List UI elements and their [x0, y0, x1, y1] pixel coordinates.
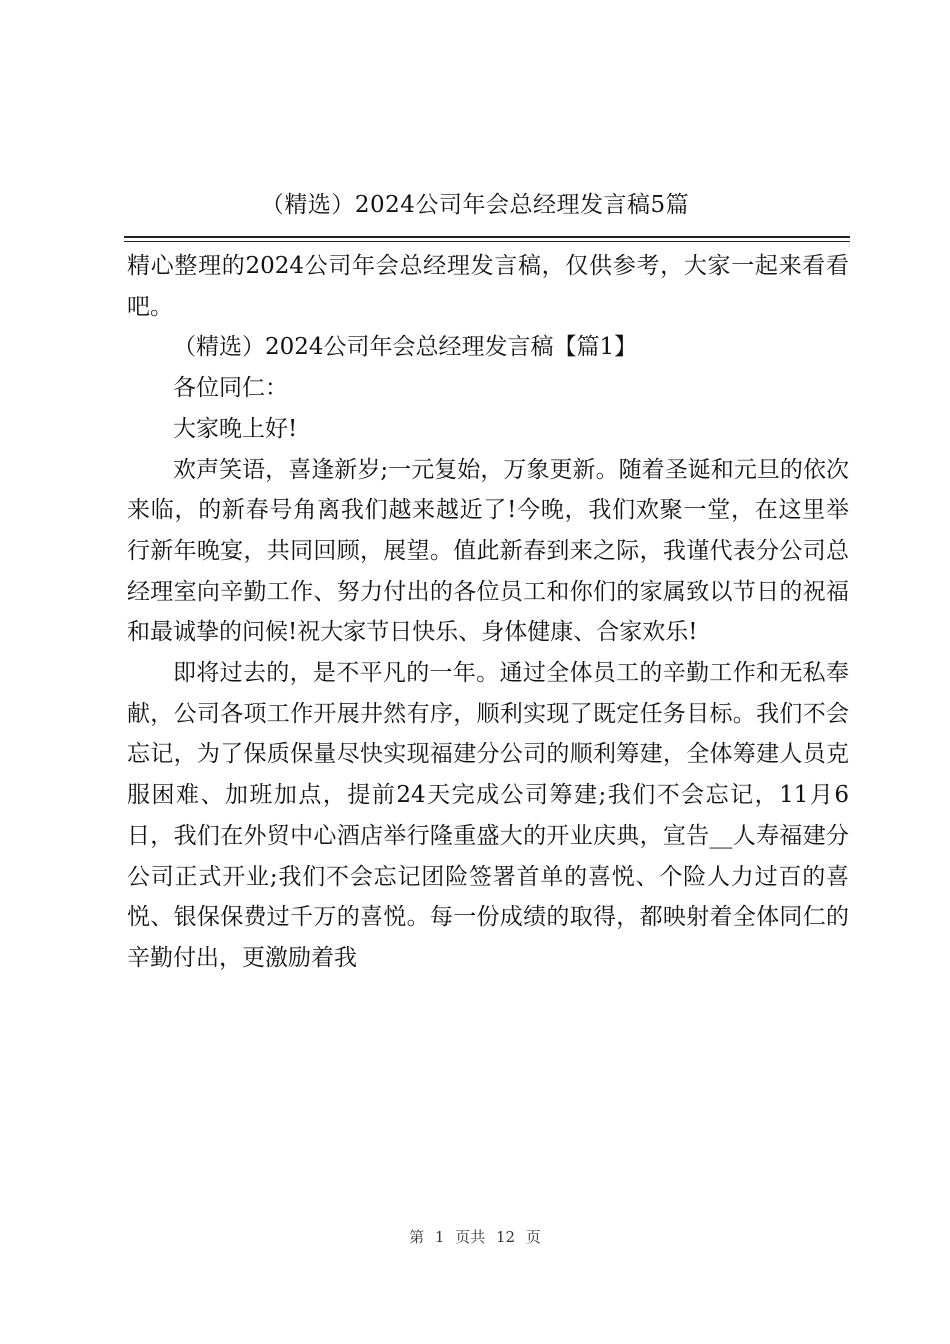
paragraph-salutation: 各位同仁： [173, 375, 288, 402]
paragraph-body: 即将过去的，是不平凡的一年。通过全体员工的辛勤工作和无私奉献，公司各项工作开展井然有序，顺利实现了既定任务目标。我们不会忘记，为了保质保量尽快实现福建分公司的顺利筹建，全体筹建人员克服困难、加班加点，提前24天完成公司筹建;我们不会忘记，11月6日，我们在外贸中心酒店举行隆重盛大的开业庆典，宣告__人寿福建分公司正式开业;我们不会忘记团险签署首单的喜悦、个险人力过百的喜悦、银保保费过千万的喜悦。每一份成绩的取得，都映射着全体同仁的辛勤付出，更激励着我 [127, 660, 849, 971]
paragraph-greeting: 大家晚上好! [173, 415, 298, 442]
document-body [127, 246, 849, 979]
paragraph-body: 欢声笑语，喜逢新岁;一元复始，万象更新。随着圣诞和元旦的依次来临，的新春号角离我们越来越近了!今晚，我们欢聚一堂，在这里举行新年晚宴，共同回顾，展望。值此新春到来之际，我谨代表分公司总经理室向辛勤工作、努力付出的各位员工和你们的家属致以节日的祝福和最诚挚的问候!祝大家节日快乐、身体健康、合家欢乐! [127, 456, 849, 646]
page-footer: 第 1 页共 12 页 [409, 1228, 541, 1246]
section-heading: （精选）2024公司年会总经理发言稿【篇1】 [173, 334, 638, 361]
document-title: （精选）2024公司年会总经理发言稿5篇 [260, 192, 690, 218]
paragraph-intro: 精心整理的2024公司年会总经理发言稿，仅供参考，大家一起来看看吧。 [127, 253, 849, 320]
title-divider-thin [124, 241, 850, 242]
title-divider-thick [124, 236, 850, 238]
